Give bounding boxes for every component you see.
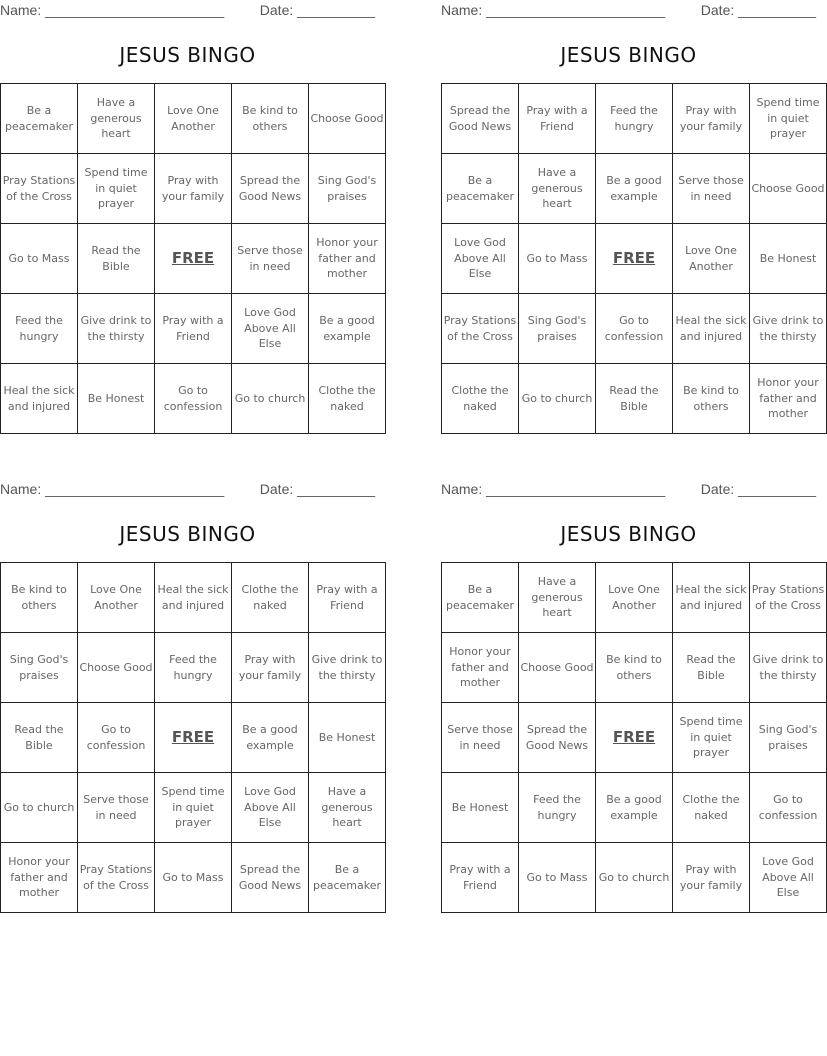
bingo-cell: Serve those in need: [442, 703, 519, 773]
bingo-cell: Be Honest: [309, 703, 386, 773]
bingo-cell: Choose Good: [309, 84, 386, 154]
grid-row: [1, 364, 386, 434]
bingo-grid: [441, 83, 827, 434]
bingo-cell: Spend time in quiet prayer: [78, 154, 155, 224]
bingo-cell: Sing God's praises: [519, 294, 596, 364]
bingo-cell: Give drink to the thirsty: [750, 294, 827, 364]
bingo-cell: Heal the sick and injured: [673, 294, 750, 364]
bingo-cell: Feed the hungry: [1, 294, 78, 364]
grid-row: [1, 294, 386, 364]
date-label: Date: __________: [259, 2, 375, 18]
bingo-cell: Clothe the naked: [232, 563, 309, 633]
bingo-cell: Sing God's praises: [750, 703, 827, 773]
grid-row: [442, 843, 827, 913]
bingo-cell: Spread the Good News: [232, 154, 309, 224]
bingo-cell: Love One Another: [673, 224, 750, 294]
name-date-line: [441, 479, 816, 501]
bingo-cell: Honor your father and mother: [750, 364, 827, 434]
name-date-line: [441, 0, 816, 22]
bingo-cell: Sing God's praises: [1, 633, 78, 703]
bingo-cell: Be a peacemaker: [1, 84, 78, 154]
bingo-cell: Be a peacemaker: [442, 563, 519, 633]
bingo-cell: Go to Mass: [155, 843, 232, 913]
bingo-cell: Pray with your family: [673, 843, 750, 913]
card-title: JESUS BINGO: [119, 43, 256, 67]
bingo-cell: Pray with your family: [232, 633, 309, 703]
grid-row: [442, 224, 827, 294]
bingo-cell: Give drink to the thirsty: [309, 633, 386, 703]
bingo-cell: Be a good example: [232, 703, 309, 773]
date-label: Date: __________: [700, 481, 816, 497]
bingo-cell: Be Honest: [750, 224, 827, 294]
name-label: Name: _______________________: [0, 2, 225, 18]
bingo-cell: Love God Above All Else: [750, 843, 827, 913]
bingo-cell: Be a peacemaker: [442, 154, 519, 224]
bingo-cell: Feed the hungry: [155, 633, 232, 703]
bingo-cell: Have a generous heart: [519, 563, 596, 633]
grid-row: [1, 703, 386, 773]
bingo-cell: Spread the Good News: [232, 843, 309, 913]
bingo-cell: Have a generous heart: [309, 773, 386, 843]
free-space: FREE: [596, 224, 673, 294]
bingo-cell: Go to confession: [155, 364, 232, 434]
grid-row: [442, 154, 827, 224]
bingo-cell: Be kind to others: [596, 633, 673, 703]
bingo-card-2: [441, 0, 825, 440]
bingo-grid: [0, 562, 386, 913]
bingo-cell: Choose Good: [78, 633, 155, 703]
bingo-cell: Be Honest: [442, 773, 519, 843]
name-date-line: [0, 0, 375, 22]
grid-row: [442, 703, 827, 773]
bingo-cell: Love One Another: [155, 84, 232, 154]
bingo-cell: Spread the Good News: [519, 703, 596, 773]
bingo-cell: Clothe the naked: [442, 364, 519, 434]
bingo-cell: Feed the hungry: [596, 84, 673, 154]
bingo-cell: Love God Above All Else: [442, 224, 519, 294]
bingo-cell: Go to church: [519, 364, 596, 434]
bingo-cell: Go to Mass: [1, 224, 78, 294]
name-label: Name: _______________________: [441, 2, 666, 18]
grid-row: [1, 773, 386, 843]
bingo-cell: Pray with a Friend: [442, 843, 519, 913]
grid-row: [1, 633, 386, 703]
grid-row: [1, 843, 386, 913]
bingo-cell: Be kind to others: [232, 84, 309, 154]
bingo-cell: Be kind to others: [1, 563, 78, 633]
name-date-line: [0, 479, 375, 501]
grid-row: [1, 84, 386, 154]
bingo-cell: Honor your father and mother: [1, 843, 78, 913]
bingo-cell: Go to church: [1, 773, 78, 843]
bingo-cell: Be a peacemaker: [309, 843, 386, 913]
bingo-cell: Serve those in need: [232, 224, 309, 294]
bingo-cell: Pray Stations of the Cross: [750, 563, 827, 633]
grid-row: [1, 154, 386, 224]
bingo-cell: Read the Bible: [1, 703, 78, 773]
bingo-cell: Be Honest: [78, 364, 155, 434]
bingo-cell: Read the Bible: [596, 364, 673, 434]
bingo-cell: Have a generous heart: [78, 84, 155, 154]
bingo-cell: Choose Good: [750, 154, 827, 224]
bingo-grid: [0, 83, 386, 434]
bingo-card-4: [441, 479, 825, 919]
bingo-cell: Go to confession: [596, 294, 673, 364]
bingo-cell: Be a good example: [596, 773, 673, 843]
bingo-cell: Honor your father and mother: [442, 633, 519, 703]
card-title: JESUS BINGO: [560, 522, 697, 546]
bingo-cell: Feed the hungry: [519, 773, 596, 843]
bingo-cell: Go to Mass: [519, 224, 596, 294]
bingo-cell: Love One Another: [596, 563, 673, 633]
bingo-cell: Give drink to the thirsty: [78, 294, 155, 364]
bingo-cell: Pray Stations of the Cross: [1, 154, 78, 224]
bingo-cell: Go to church: [596, 843, 673, 913]
bingo-cell: Pray with your family: [673, 84, 750, 154]
bingo-cell: Give drink to the thirsty: [750, 633, 827, 703]
bingo-cell: Be a good example: [309, 294, 386, 364]
bingo-cell: Go to Mass: [519, 843, 596, 913]
bingo-cell: Read the Bible: [78, 224, 155, 294]
grid-row: [442, 294, 827, 364]
bingo-cell: Sing God's praises: [309, 154, 386, 224]
bingo-cell: Spend time in quiet prayer: [750, 84, 827, 154]
bingo-cell: Be kind to others: [673, 364, 750, 434]
free-space: FREE: [155, 703, 232, 773]
bingo-cell: Go to church: [232, 364, 309, 434]
name-label: Name: _______________________: [441, 481, 666, 497]
grid-row: [442, 364, 827, 434]
bingo-cell: Love God Above All Else: [232, 294, 309, 364]
date-label: Date: __________: [700, 2, 816, 18]
bingo-cell: Spend time in quiet prayer: [673, 703, 750, 773]
card-title: JESUS BINGO: [119, 522, 256, 546]
bingo-cell: Spend time in quiet prayer: [155, 773, 232, 843]
bingo-cell: Heal the sick and injured: [1, 364, 78, 434]
bingo-cell: Pray Stations of the Cross: [78, 843, 155, 913]
bingo-card-1: [0, 0, 384, 440]
bingo-cell: Be a good example: [596, 154, 673, 224]
bingo-cell: Choose Good: [519, 633, 596, 703]
bingo-cell: Love God Above All Else: [232, 773, 309, 843]
card-title: JESUS BINGO: [560, 43, 697, 67]
grid-row: [442, 563, 827, 633]
bingo-cell: Pray Stations of the Cross: [442, 294, 519, 364]
free-space: FREE: [155, 224, 232, 294]
bingo-cell: Pray with a Friend: [519, 84, 596, 154]
bingo-cell: Love One Another: [78, 563, 155, 633]
bingo-cell: Heal the sick and injured: [155, 563, 232, 633]
grid-row: [442, 773, 827, 843]
bingo-cell: Pray with a Friend: [309, 563, 386, 633]
grid-row: [1, 563, 386, 633]
bingo-cell: Go to confession: [750, 773, 827, 843]
bingo-cell: Serve those in need: [673, 154, 750, 224]
bingo-cell: Clothe the naked: [673, 773, 750, 843]
bingo-cell: Pray with your family: [155, 154, 232, 224]
bingo-cell: Honor your father and mother: [309, 224, 386, 294]
bingo-cell: Spread the Good News: [442, 84, 519, 154]
bingo-cell: Pray with a Friend: [155, 294, 232, 364]
bingo-card-3: [0, 479, 383, 919]
grid-row: [1, 224, 386, 294]
bingo-cell: Clothe the naked: [309, 364, 386, 434]
bingo-grid: [441, 562, 827, 913]
bingo-cell: Have a generous heart: [519, 154, 596, 224]
name-label: Name: _______________________: [0, 481, 225, 497]
date-label: Date: __________: [259, 481, 375, 497]
bingo-cell: Serve those in need: [78, 773, 155, 843]
bingo-cell: Go to confession: [78, 703, 155, 773]
bingo-cell: Read the Bible: [673, 633, 750, 703]
grid-row: [442, 84, 827, 154]
free-space: FREE: [596, 703, 673, 773]
grid-row: [442, 633, 827, 703]
bingo-cell: Heal the sick and injured: [673, 563, 750, 633]
